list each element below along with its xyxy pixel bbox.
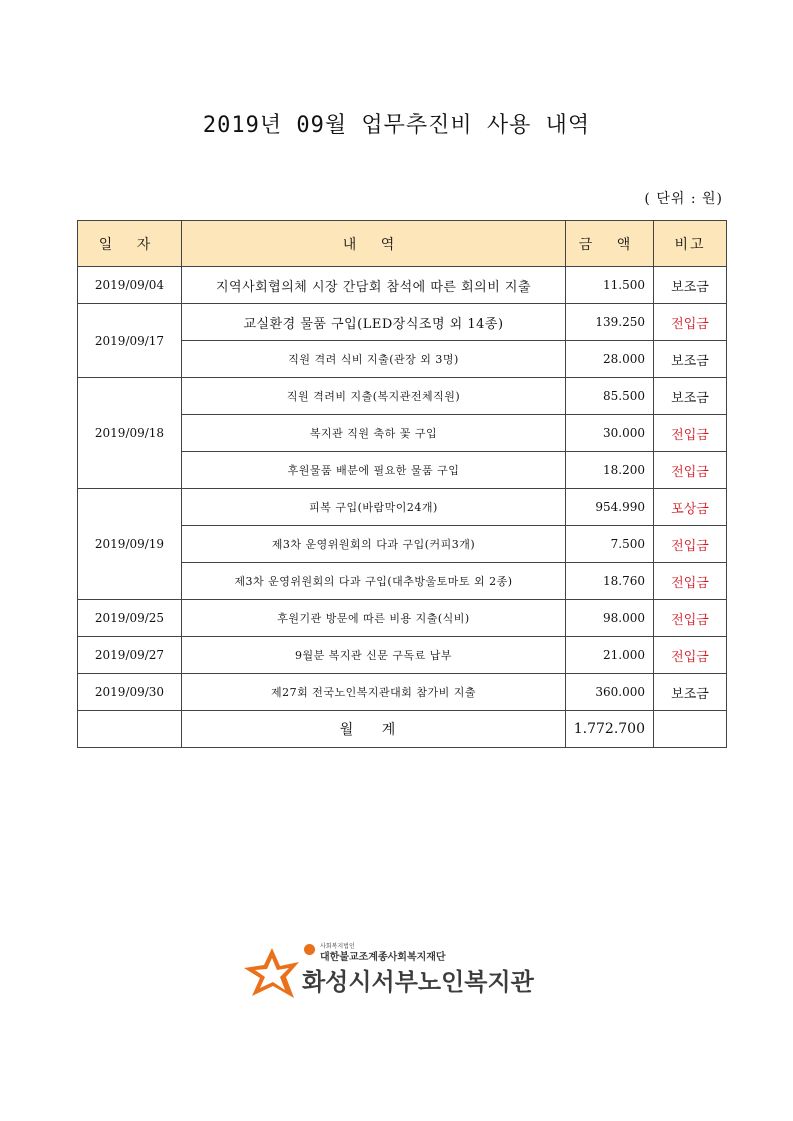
description-cell: 복지관 직원 축하 꽃 구입 [182, 415, 566, 452]
table-row [78, 600, 727, 637]
expense-table [77, 220, 727, 748]
header-amount: 금 액 [566, 221, 654, 267]
description-cell: 직원 격려비 지출(복지관전체직원) [182, 378, 566, 415]
note-cell: 보조금 [654, 267, 727, 304]
table-row [78, 674, 727, 711]
date-cell: 2019/09/19 [78, 489, 182, 600]
amount-cell: 30.000 [566, 415, 654, 452]
table-row [78, 637, 727, 674]
amount-cell: 7.500 [566, 526, 654, 563]
description-cell: 제3차 운영위원회의 다과 구입(대추방울토마토 외 2종) [182, 563, 566, 600]
page-title: 2019년 09월 업무추진비 사용 내역 [202, 113, 591, 138]
amount-cell: 18.200 [566, 452, 654, 489]
header-description: 내 역 [182, 221, 566, 267]
amount-cell: 28.000 [566, 341, 654, 378]
note-cell: 전입금 [654, 600, 727, 637]
note-cell: 전입금 [654, 526, 727, 563]
note-cell: 전입금 [654, 304, 727, 341]
header-note: 비고 [654, 221, 727, 267]
description-cell: 제27회 전국노인복지관대회 참가비 지출 [182, 674, 566, 711]
header-date: 일 자 [78, 221, 182, 267]
logo-organization-name: 화성시서부노인복지관 [302, 968, 534, 996]
note-cell: 전입금 [654, 563, 727, 600]
total-amount: 1.772.700 [566, 711, 654, 748]
note-cell: 포상금 [654, 489, 727, 526]
amount-cell: 98.000 [566, 600, 654, 637]
table-row [78, 304, 727, 341]
date-cell: 2019/09/18 [78, 378, 182, 489]
date-cell: 2019/09/30 [78, 674, 182, 711]
description-cell: 후원기관 방문에 따른 비용 지출(식비) [182, 600, 566, 637]
description-cell: 교실환경 물품 구입(LED장식조명 외 14종) [182, 304, 566, 341]
note-cell: 보조금 [654, 378, 727, 415]
description-cell: 후원물품 배분에 필요한 물품 구입 [182, 452, 566, 489]
date-cell: 2019/09/17 [78, 304, 182, 378]
description-cell: 9월분 복지관 신문 구독료 납부 [182, 637, 566, 674]
amount-cell: 139.250 [566, 304, 654, 341]
note-cell: 전입금 [654, 637, 727, 674]
table-row [78, 378, 727, 415]
total-label: 월 계 [182, 711, 566, 748]
description-cell: 피복 구입(바람막이24개) [182, 489, 566, 526]
total-row [78, 711, 727, 748]
note-cell: 전입금 [654, 415, 727, 452]
amount-cell: 21.000 [566, 637, 654, 674]
note-cell: 전입금 [654, 452, 727, 489]
date-cell: 2019/09/25 [78, 600, 182, 637]
table-header-row [78, 221, 727, 267]
amount-cell: 954.990 [566, 489, 654, 526]
amount-cell: 18.760 [566, 563, 654, 600]
foundation-seal-icon [304, 944, 315, 955]
table-row [78, 267, 727, 304]
table-body [78, 267, 727, 711]
total-note-cell [654, 711, 727, 748]
description-cell: 제3차 운영위원회의 다과 구입(커피3개) [182, 526, 566, 563]
date-cell: 2019/09/04 [78, 267, 182, 304]
organization-logo [242, 940, 542, 1000]
logo-foundation-name: 대한불교조계종사회복지재단 [320, 952, 446, 963]
amount-cell: 360.000 [566, 674, 654, 711]
amount-cell: 85.500 [566, 378, 654, 415]
note-cell: 보조금 [654, 674, 727, 711]
date-cell: 2019/09/27 [78, 637, 182, 674]
star-logo-icon [242, 946, 300, 1000]
description-cell: 지역사회협의체 시장 간담회 참석에 따른 회의비 지출 [182, 267, 566, 304]
note-cell: 보조금 [654, 341, 727, 378]
unit-note: ( 단위 : 원) [644, 191, 723, 207]
description-cell: 직원 격려 식비 지출(관장 외 3명) [182, 341, 566, 378]
logo-small-text: 사회복지법인 [320, 943, 355, 950]
amount-cell: 11.500 [566, 267, 654, 304]
total-empty-cell [78, 711, 182, 748]
table-row [78, 489, 727, 526]
